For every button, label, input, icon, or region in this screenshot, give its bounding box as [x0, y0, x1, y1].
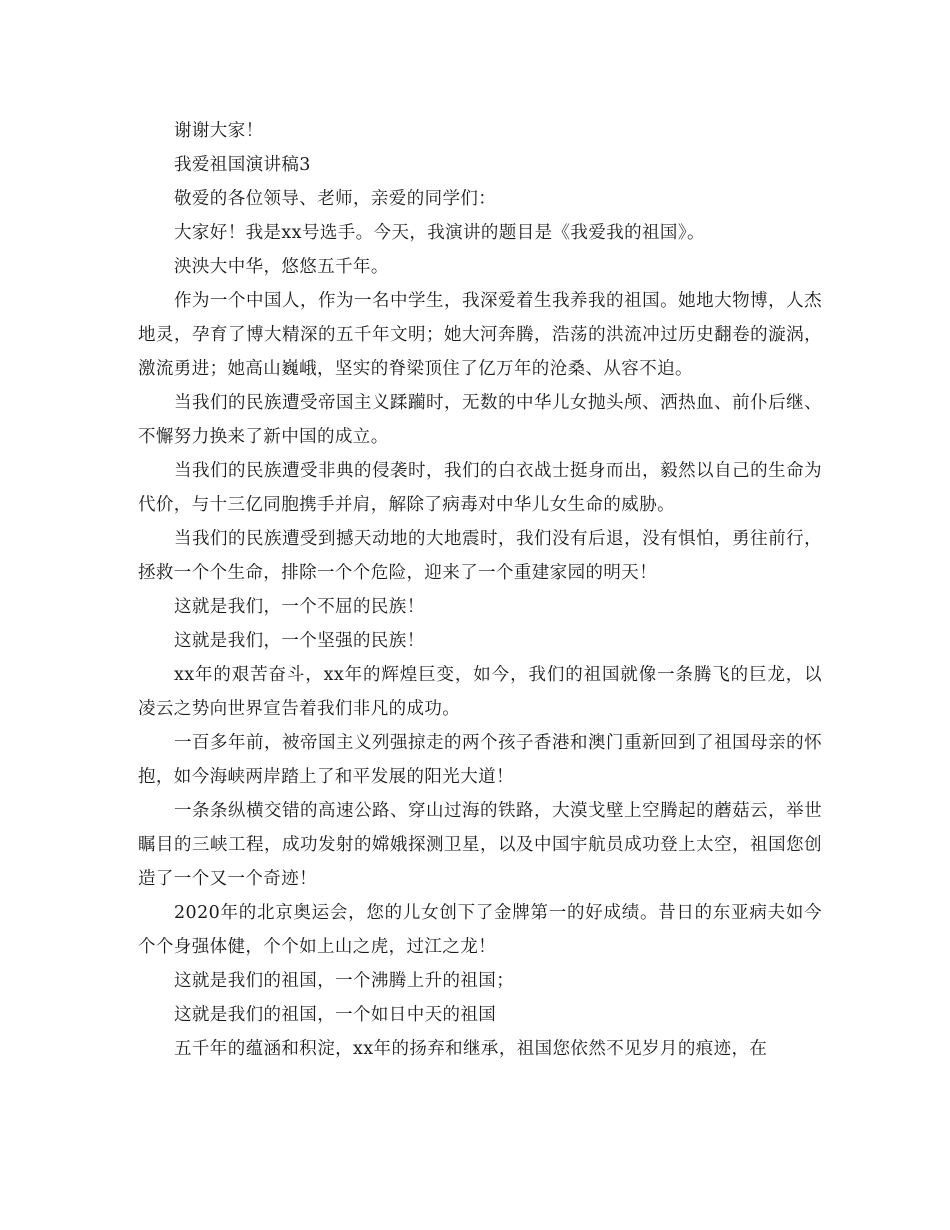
paragraph: 我爱祖国演讲稿3 — [174, 155, 311, 175]
paragraph: xx年的艰苦奋斗，xx年的辉煌巨变，如今，我们的祖国就像一条腾飞的巨龙，以凌云之势向世界宣告着我们非凡的成功。 — [138, 665, 822, 719]
paragraph: 一条条纵横交错的高速公路、穿山过海的铁路，大漠戈壁上空腾起的蘑菇云，举世瞩目的三峡工程，成功发射的嫦娥探测卫星，以及中国宇航员成功登上太空，祖国您创造了一个又一个奇迹！ — [138, 801, 822, 889]
paragraph: 五千年的蕴涵和积淀，xx年的扬弃和继承，祖国您依然不见岁月的痕迹，在 — [174, 1039, 768, 1059]
paragraph: 当我们的民族遭受非典的侵袭时，我们的白衣战士挺身而出，毅然以自己的生命为代价，与十三亿同胞携手并肩，解除了病毒对中华儿女生命的威胁。 — [138, 461, 822, 515]
paragraph: 当我们的民族遭受帝国主义蹂躏时，无数的中华儿女抛头颅、洒热血、前仆后继、不懈努力换来了新中国的成立。 — [138, 393, 822, 447]
paragraph: 大家好！我是xx号选手。今天，我演讲的题目是《我爱我的祖国》。 — [174, 223, 705, 243]
paragraph: 谢谢大家！ — [174, 121, 264, 141]
paragraph: 这就是我们，一个坚强的民族！ — [174, 631, 425, 651]
paragraph: 作为一个中国人，作为一名中学生，我深爱着生我养我的祖国。她地大物博，人杰地灵，孕育了博大精深的五千年文明；她大河奔腾，浩荡的洪流冲过历史翻卷的漩涡，激流勇进；她高山巍峨，坚实的脊梁顶住了亿万年的沧桑、从容不迫。 — [138, 291, 822, 379]
paragraph: 2020年的北京奥运会，您的儿女创下了金牌第一的好成绩。昔日的东亚病夫如今个个身强体健，个个如上山之虎，过江之龙！ — [138, 903, 822, 957]
paragraph: 这就是我们，一个不屈的民族！ — [174, 597, 425, 617]
paragraph: 这就是我们的祖国，一个沸腾上升的祖国； — [174, 971, 515, 991]
document-body — [138, 114, 822, 1066]
paragraph: 当我们的民族遭受到撼天动地的大地震时，我们没有后退，没有惧怕，勇往前行，拯救一个个生命，排除一个个危险，迎来了一个重建家园的明天！ — [138, 529, 822, 583]
paragraph: 这就是我们的祖国，一个如日中天的祖国 — [174, 1005, 497, 1025]
paragraph: 一百多年前，被帝国主义列强掠走的两个孩子香港和澳门重新回到了祖国母亲的怀抱，如今海峡两岸踏上了和平发展的阳光大道！ — [138, 733, 822, 787]
paragraph: 泱泱大中华，悠悠五千年。 — [174, 257, 389, 277]
paragraph: 敬爱的各位领导、老师，亲爱的同学们： — [174, 189, 497, 209]
